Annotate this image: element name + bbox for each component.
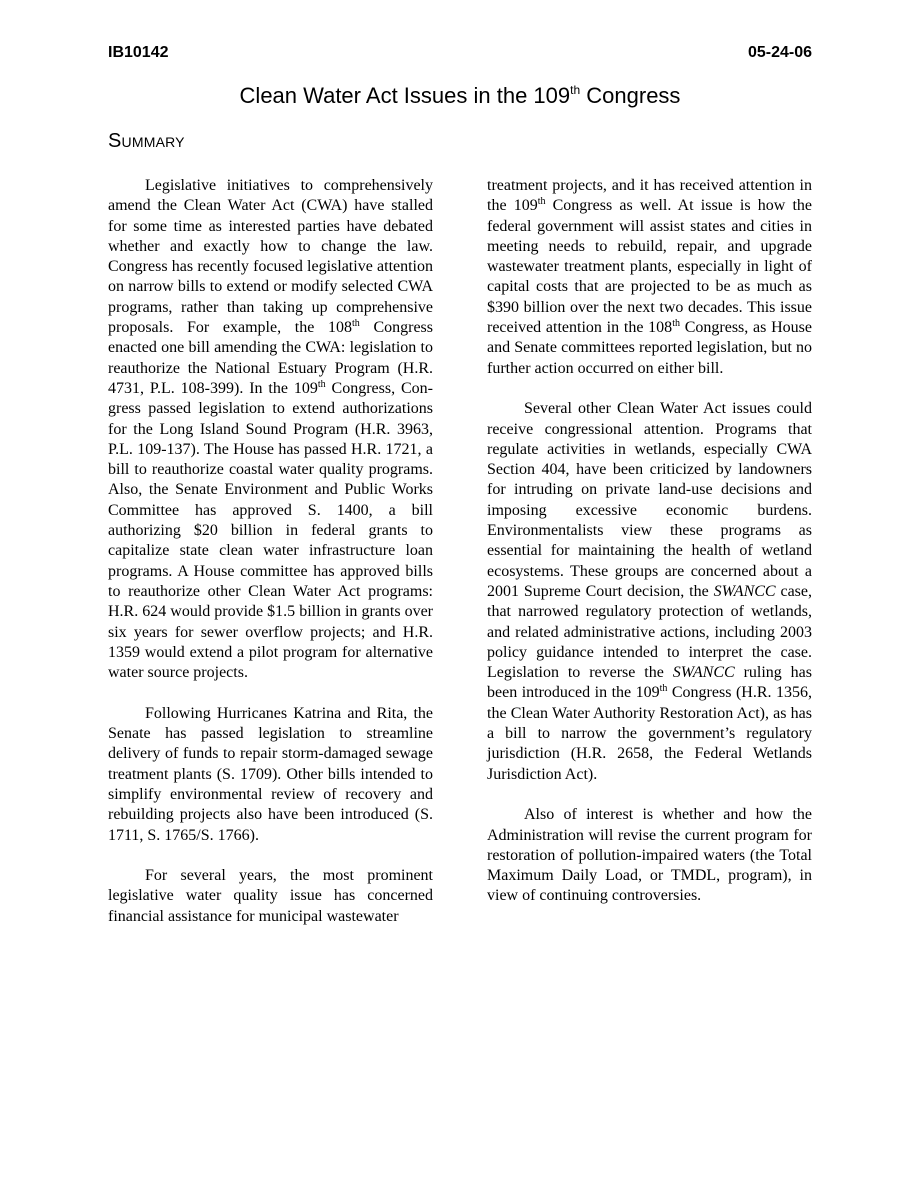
paragraph-4-text-d: Congress (H.R. 1356, the Clean Water Authority Restoration Act), as has a bill to narrow the government’s regulatory jurisdiction (H.R. 2658, the Federal Wetlands Jurisdiction Act). [487, 684, 812, 783]
paragraph-5: Also of interest is whether and how the Administration will revise the current program for restoration of pollution-impaired waters (the Total Maximum Daily Load, or TMDL, program), in view of continuing controversies. [487, 806, 812, 905]
report-id: IB10142 [108, 44, 169, 61]
paragraph-1-text-c: Congress, Congress passed legislation to extend authorizations for the Long Island Sound Program (H.R. 3963, P.L. 109-137). The House has passed H.R. 1721, a bill to reauthorize coastal water quality programs. Also, the Senate Environment and Public Works Committee has approved S. 1400, a bill authorizing $20 billion in federal grants to capitalize state clean water infrastructure loan programs. A House committee has approved bills to reauthorize other Clean Water Act programs: H.R. 624 would provide $1.5 billion in grants over six years for sewer overflow projects; and H.R. 1359 would extend a pilot program for alternative water source projects. [108, 379, 433, 682]
paragraph-1-text-b: Congress enacted one bill amending the CWA: legislation to reauthorize the National Estuary Program (H.R. 4731, P.L. 108-399). In the 109 [108, 319, 433, 397]
paragraph-4-text-b: case, that narrowed regulatory protection of wetlands, and related administrative actions, including 2003 policy guidance intended to interpret the case. Legislation to reverse the [487, 582, 813, 682]
left-column [108, 176, 433, 927]
case-name: SWANCC [672, 664, 735, 682]
title-text: Clean Water Act Issues in the 109 [239, 83, 571, 108]
ordinal-suffix: th [659, 683, 668, 695]
right-column [487, 176, 812, 907]
paragraph-2: Following Hurricanes Katrina and Rita, the Senate has passed legislation to streamline delivery of funds to repair storm-damaged sewage treatment plants (S. 1709). Other bills intended to simplify environmental review of recovery and rebuilding projects also have been introduced (S. 1711, S. 1765/S. 1766). [108, 704, 433, 844]
paragraph-3-text-b: Congress as well. At issue is how the federal government will assist states and cities in meeting needs to rebuild, repair, and upgrade wastewater treatment plants, especially in light of capital costs that are projected to be as much as $390 billion over the next two decades. This issue received attention in the 108 [487, 197, 812, 337]
case-name: SWANCC [713, 582, 776, 600]
paragraph-3-text-c: Congress, as House and Senate committees reported legislation, but no further action occurred on either bill. [487, 319, 813, 377]
paragraph-3-text-a: treatment projects, and it has received attention in the 109 [487, 177, 812, 215]
paragraph-1-text-a: Legislative initiatives to comprehensively amend the Clean Water Act (CWA) have stalled for some time as interested parties have debated whether and exactly how to change the law. Congress has recently focused legislative attention on narrow bills to extend or modify selected CWA programs, rather than taking up comprehensive proposals. For example, the 108 [108, 177, 433, 337]
title-superscript: th [570, 83, 581, 97]
paragraph-4-text-a: Several other Clean Water Act issues could receive congressional attention. Programs that regulate activities in wetlands, especially CWA Section 404, have been criticized by landowners for intruding on private land-use decisions and imposing excessive economic burdens. Environmentalists view these programs as essential for maintaining the health of wetland ecosystems. These groups are concerned about a 2001 Supreme Court decision, the [487, 400, 812, 600]
ordinal-suffix: th [317, 378, 326, 390]
title-text-end: Congress [580, 83, 681, 108]
ordinal-suffix: th [672, 318, 680, 330]
page-title [0, 83, 920, 109]
paragraph-3: For several years, the most prominent legislative water quality issue has concerned financial assistance for municipal wastewater [108, 867, 433, 925]
section-heading: Summary [108, 130, 185, 152]
ordinal-suffix: th [351, 318, 360, 330]
paragraph-4-text-c: ruling has been introduced in the 109 [487, 664, 812, 702]
paragraph-4 [487, 399, 812, 785]
report-date: 05-24-06 [747, 44, 812, 61]
paragraph-1 [108, 176, 433, 683]
paragraph-3-continued [487, 176, 812, 379]
ordinal-suffix: th [537, 196, 546, 208]
